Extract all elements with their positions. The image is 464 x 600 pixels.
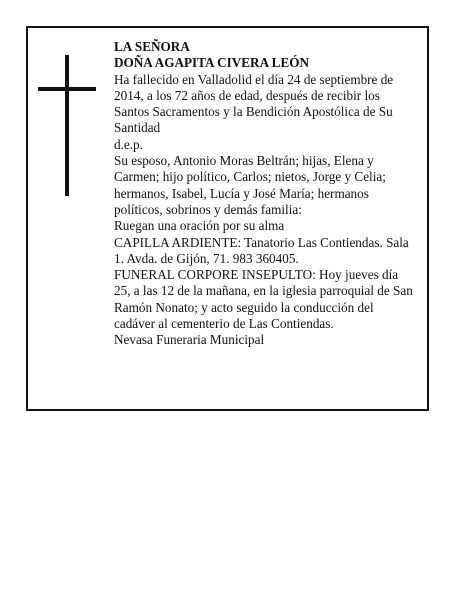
rip-abbreviation: d.e.p. [114,136,143,152]
death-statement: Ha fallecido en Valladolid el día 24 de septiembre de 2014, a los 72 años de edad, después de recibir los Santos Sacramentos y la Bendición Apostólica de Su Santidad [114,71,394,136]
deceased-name: DOÑA AGAPITA CIVERA LEÓN [114,55,310,71]
funeral-info: FUNERAL CORPORE INSEPULTO: Hoy jueves día 25, a las 12 de la mañana, en la iglesia parroquial de San Ramón Nonato; y acto seguido la conducción del cadáver al cementerio de Las Contiendas. [114,267,413,332]
cross-icon [38,55,96,196]
chapel-info: CAPILLA ARDIENTE: Tanatorio Las Contiendas. Sala 1. Avda. de Gijón, 71. 983 360405. [114,234,409,266]
family-members: Su esposo, Antonio Moras Beltrán; hijas, Elena y Carmen; hijo político, Carlos; nietos, Jorge y Celia; hermanos, Isabel, Lucía y José María; hermanos políticos, sobrinos y demás familia: [114,153,386,217]
notice-heading: LA SEÑORA [114,39,190,54]
funeral-home: Nevasa Funeraria Municipal [114,332,265,348]
notice-body [114,39,414,349]
cross-horizontal-bar [38,87,96,91]
prayer-request: Ruegan una oración por su alma [114,218,285,234]
cross-vertical-bar [65,55,69,196]
